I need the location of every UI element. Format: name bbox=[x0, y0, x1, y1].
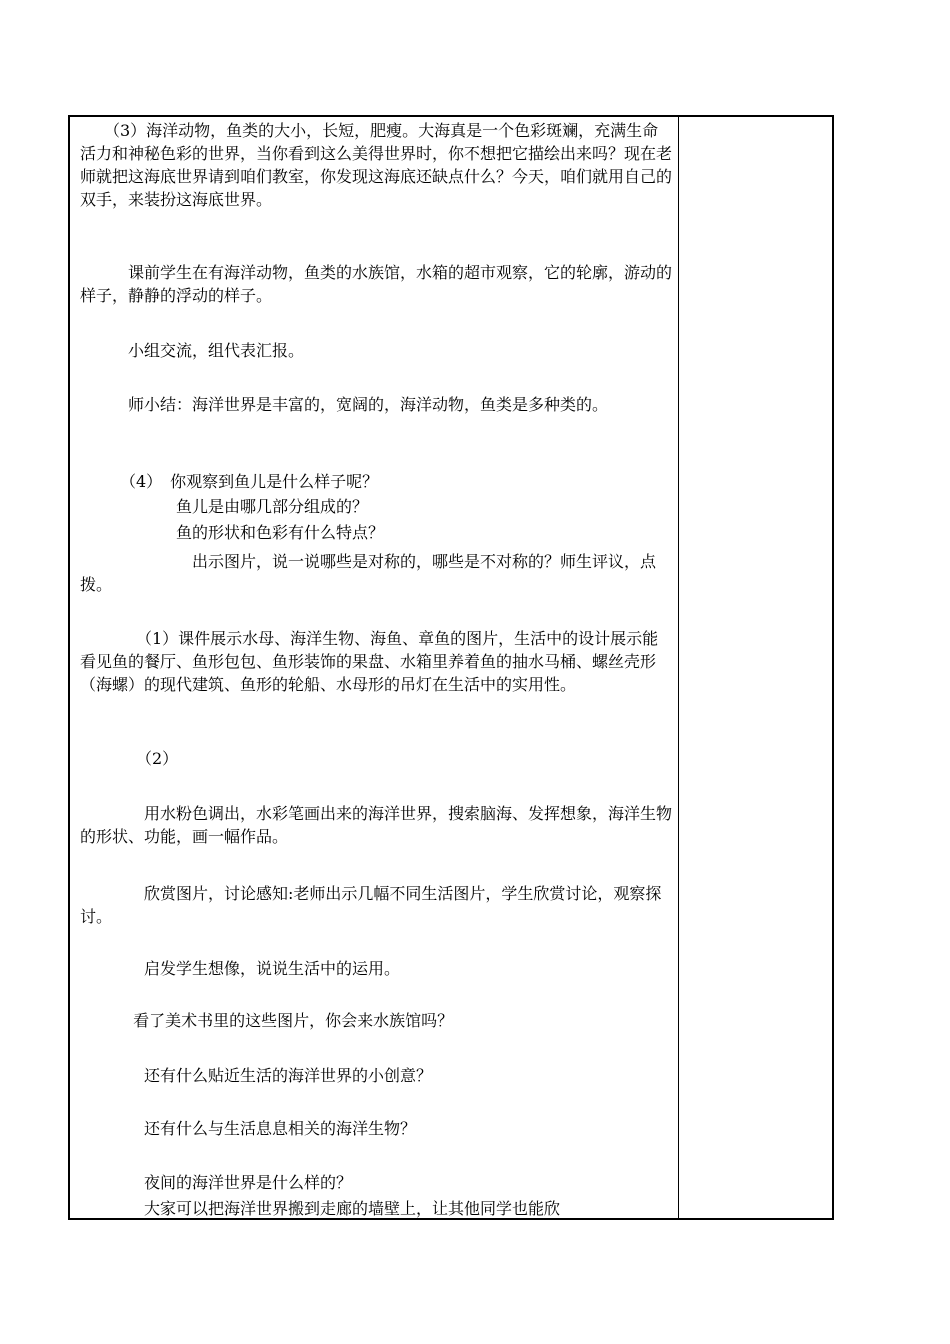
lesson-table bbox=[68, 115, 834, 1220]
paragraph-ocean-animals: （3）海洋动物，鱼类的大小，长短，肥瘦。大海真是一个色彩斑斓，充满生命活力和神秘色彩的世界，当你看到这么美得世界时，你不想把它描绘出来吗？现在老师就把这海底世界请到咱们教室，你发现这海底还缺点什么？今天，咱们就用自己的双手，来装扮这海底世界。 bbox=[80, 121, 672, 209]
paragraph-pre-class-observation: 课前学生在有海洋动物，鱼类的水族馆，水箱的超市观察，它的轮廓，游动的样子，静静的浮动的样子。 bbox=[80, 263, 672, 305]
paragraph-inspire: 启发学生想像，说说生活中的运用。 bbox=[80, 959, 401, 978]
paragraph-art-book: 看了美术书里的这些图片，你会来水族馆吗？ bbox=[80, 1011, 454, 1030]
paragraph-question-1: （4） 你观察到鱼儿是什么样子呢？ bbox=[80, 472, 379, 491]
paragraph-show-pictures: 出示图片，说一说哪些是对称的，哪些是不对称的？师生评议，点拨。 bbox=[80, 552, 657, 594]
paragraph-courseware: （1）课件展示水母、海洋生物、海鱼、章鱼的图片，生活中的设计展示能看见鱼的餐厅、鱼形包包、鱼形装饰的果盘、水箱里养着鱼的抽水马桶、螺丝壳形（海螺）的现代建筑、鱼形的轮船、水母形的吊灯在生活中的实用性。 bbox=[80, 629, 659, 694]
left-cell bbox=[80, 117, 672, 1218]
paragraph-question-2: 鱼儿是由哪几部分组成的？ bbox=[80, 497, 369, 516]
paragraph-appreciation: 欣赏图片，讨论感知:老师出示几幅不同生活图片，学生欣赏讨论，观察探讨。 bbox=[80, 884, 662, 926]
paragraph-group-exchange: 小组交流，组代表汇报。 bbox=[80, 341, 305, 360]
paragraph-teacher-summary: 师小结：海洋世界是丰富的，宽阔的，海洋动物，鱼类是多种类的。 bbox=[80, 395, 609, 414]
paragraph-related-creatures: 还有什么与生活息息相关的海洋生物？ bbox=[80, 1119, 417, 1138]
paragraph-question-3: 鱼的形状和色彩有什么特点？ bbox=[80, 523, 385, 542]
paragraph-night-ocean: 夜间的海洋世界是什么样的？ bbox=[80, 1173, 353, 1192]
paragraph-item-2: （2） bbox=[80, 749, 179, 768]
paragraph-corridor-wall: 大家可以把海洋世界搬到走廊的墙壁上，让其他同学也能欣 bbox=[80, 1199, 561, 1218]
right-cell bbox=[679, 117, 832, 1218]
paragraph-creative-ideas: 还有什么贴近生活的海洋世界的小创意？ bbox=[80, 1066, 433, 1085]
paragraph-painting: 用水粉色调出，水彩笔画出来的海洋世界，搜索脑海、发挥想象，海洋生物的形状、功能，画一幅作品。 bbox=[80, 804, 672, 846]
